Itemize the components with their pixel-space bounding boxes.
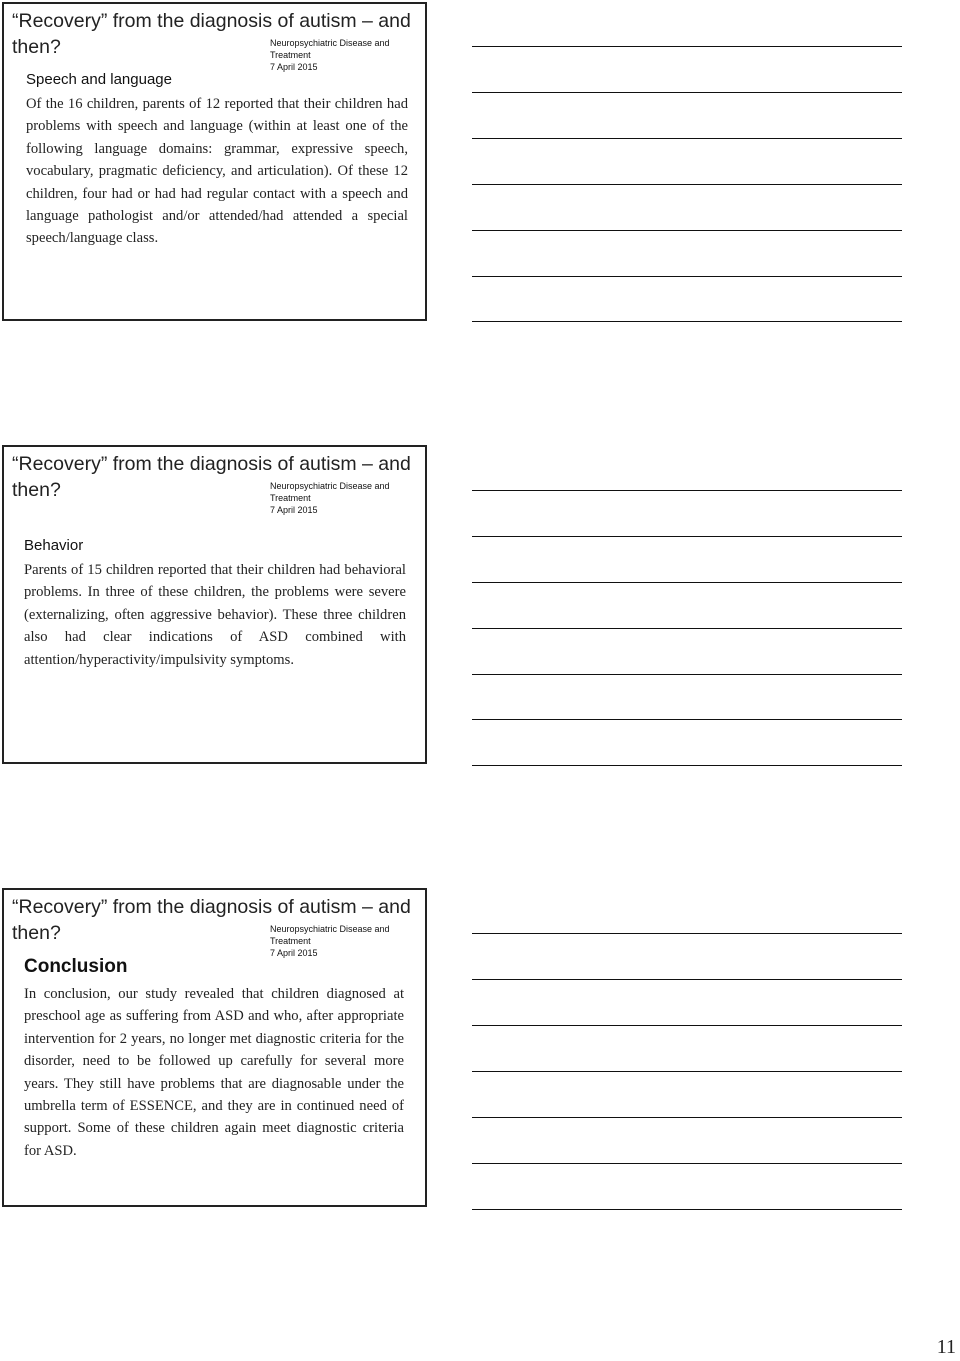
note-line <box>472 1117 902 1118</box>
note-line <box>472 979 902 980</box>
journal-name: Neuropsychiatric Disease and Treatment <box>270 924 390 946</box>
journal-date: 7 April 2015 <box>270 505 318 515</box>
slide-3 <box>2 888 427 1207</box>
section-body: Of the 16 children, parents of 12 reported that their children had problems with speech and language (within at least one of the following language domains: grammar, expressive speech, vocabulary, pragmatic deficiency, and articulation). Of these 12 children, four had or had had regular contact with a speech and language pathologist and/or attended/had attended a special speech/language class. <box>26 96 408 247</box>
note-line <box>472 1071 902 1072</box>
journal-date: 7 April 2015 <box>270 62 318 72</box>
section-heading: Speech and language <box>26 71 172 88</box>
journal-citation <box>270 480 425 516</box>
note-line <box>472 582 902 583</box>
slide-title: “Recovery” from the diagnosis of autism – and then? <box>12 896 411 944</box>
journal-name: Neuropsychiatric Disease and Treatment <box>270 481 390 503</box>
section-heading: Conclusion <box>24 956 128 977</box>
note-line <box>472 1209 902 1210</box>
note-line <box>472 674 902 675</box>
note-line <box>472 230 902 231</box>
note-line <box>472 92 902 93</box>
slide-2 <box>2 445 427 764</box>
journal-citation <box>270 37 425 73</box>
note-line <box>472 536 902 537</box>
journal-date: 7 April 2015 <box>270 948 318 958</box>
note-line <box>472 138 902 139</box>
section-heading: Behavior <box>24 537 84 554</box>
note-line <box>472 276 902 277</box>
slide-title: “Recovery” from the diagnosis of autism – and then? <box>12 453 411 501</box>
note-line <box>472 321 902 322</box>
note-line <box>472 933 902 934</box>
section-body: In conclusion, our study revealed that children diagnosed at preschool age as suffering from ASD and who, after appropriate intervention for 2 years, no longer met diagnostic criteria for the disorder, need to be followed up carefully for several more years. They still have problems that are diagnosable under the umbrella term of ESSENCE, and they are in continued need of support. Some of these children again meet diagnostic criteria for ASD. <box>24 986 404 1159</box>
note-line <box>472 490 902 491</box>
note-line <box>472 765 902 766</box>
slide-title: “Recovery” from the diagnosis of autism – and then? <box>12 10 411 58</box>
note-line <box>472 1025 902 1026</box>
note-line <box>472 184 902 185</box>
note-line <box>472 46 902 47</box>
note-line <box>472 719 902 720</box>
note-line <box>472 1163 902 1164</box>
slide-1 <box>2 2 427 321</box>
journal-name: Neuropsychiatric Disease and Treatment <box>270 38 390 60</box>
section-body: Parents of 15 children reported that their children had behavioral problems. In three of these children, the problems were severe (externalizing, often aggressive behavior). These three children also had clear indications of ASD combined with attention/hyperactivity/impulsivity symptoms. <box>24 562 406 668</box>
note-line <box>472 628 902 629</box>
page-number: 11 <box>936 1336 956 1358</box>
journal-citation <box>270 923 425 959</box>
